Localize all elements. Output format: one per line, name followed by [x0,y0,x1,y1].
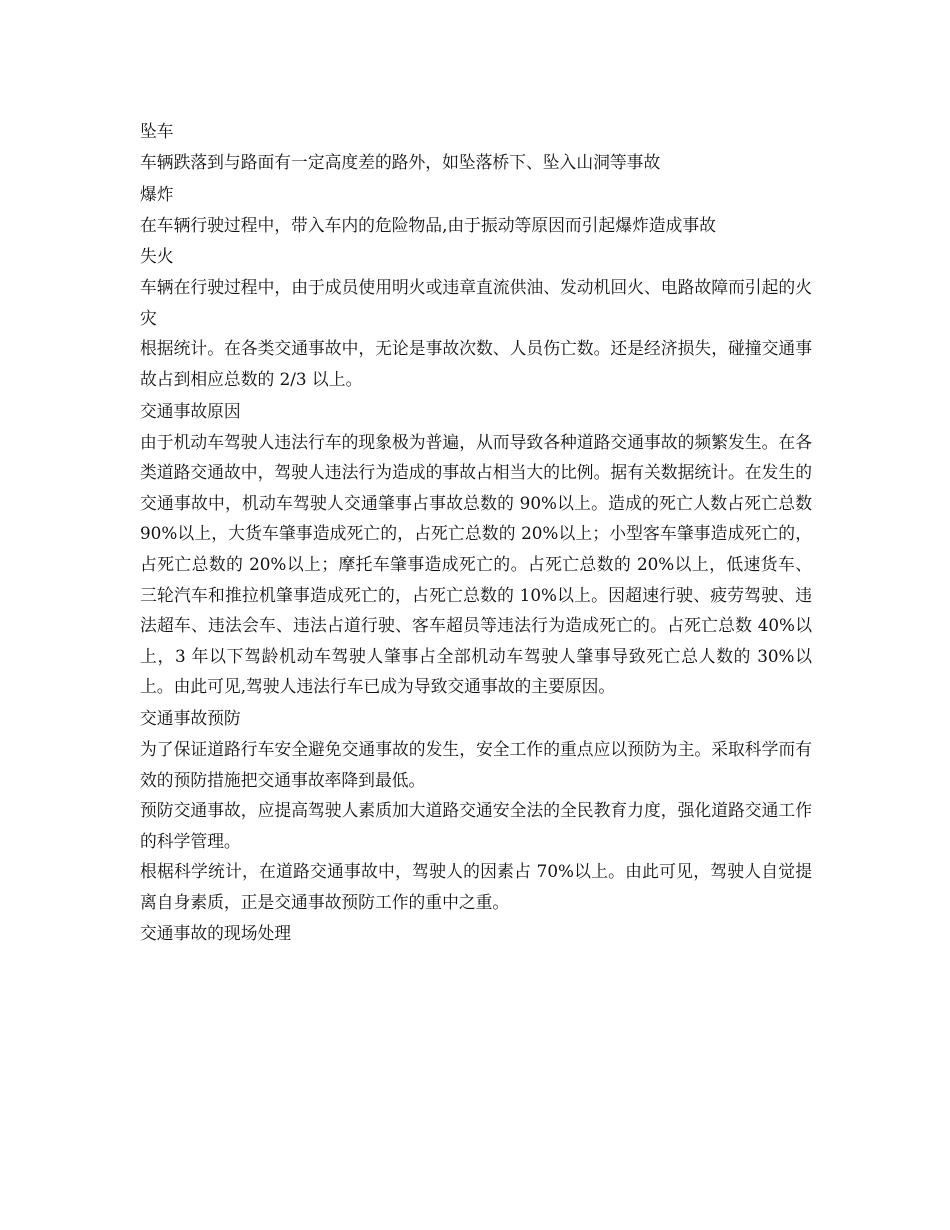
paragraph-explosion: 在车辆行驶过程中，带入车内的危险物品,由于振动等原因而引起爆炸造成事故 [140,214,716,235]
paragraph-prevention-3: 根椐科学统计，在道路交通事故中，驾驶人的因素占 70%以上。由此可见，驾驶人自觉提离自身素质，正是交通事故预防工作的重中之重。 [140,861,812,912]
paragraph-statistics: 根据统计。在各类交通事故中，无论是事故次数、人员伤亡数。还是经济损失，碰撞交通事故占到相应总数的 2/3 以上。 [140,338,812,389]
heading-accident-prevention: 交通事故预防 [140,707,241,728]
paragraph-accident-causes: 由于机动车驾驶人违法行车的现象极为普遍，从而导致各种道路交通事故的频繁发生。在各类道路交通故中，驾驶人违法行为造成的事故占相当大的比例。据有关数据统计。在发生的交通事故中，机动车驾驶人交通肇事占事故总数的 90%以上。造成的死亡人数占死亡总数 90%以上，大货车肇事造成死亡的，占死亡总数的 20%以上；小型客车肇事造成死亡的，占死亡总数的 20%以上；摩托车肇事造成死亡的。占死亡总数的 20%以上，低速货车、三轮汽车和推拉机肇事造成死亡的，占死亡总数的 10%以上。因超速行驶、疲劳驾驶、违法超车、违法会车、违法占道行驶、客车超员等违法行为造成死亡的。占死亡总数 40%以上，3 年以下驾龄机动车驾驶人肇事占全部机动车驾驶人肇事导致死亡总人数的 30%以上。由此可见,驾驶人违法行车已成为导致交通事故的主要原因。 [140,431,812,697]
paragraph-prevention-2: 预防交通事故，应提高驾驶人素质加大道路交通安全法的全民教育力度，强化道路交通工作的科学管理。 [140,800,812,851]
heading-accident-causes: 交通事故原因 [140,400,241,421]
paragraph-fire: 车辆在行驶过程中，由于成员使用明火或违章直流供油、发动机回火、电路故障而引起的火灾 [140,277,812,328]
paragraph-falling-vehicle: 车辆跌落到与路面有一定高度差的路外，如坠落桥下、坠入山洞等事故 [140,152,661,172]
heading-fire: 失火 [140,246,174,267]
heading-explosion: 爆炸 [140,183,174,204]
paragraph-prevention-1: 为了保证道路行车安全避免交通事故的发生，安全工作的重点应以预防为主。采取科学而有效的预防措施把交通事故率降到最低。 [140,738,812,790]
document-body [140,115,812,949]
heading-falling-vehicle: 坠车 [140,121,174,141]
heading-scene-handling: 交通事故的现场处理 [140,923,292,944]
